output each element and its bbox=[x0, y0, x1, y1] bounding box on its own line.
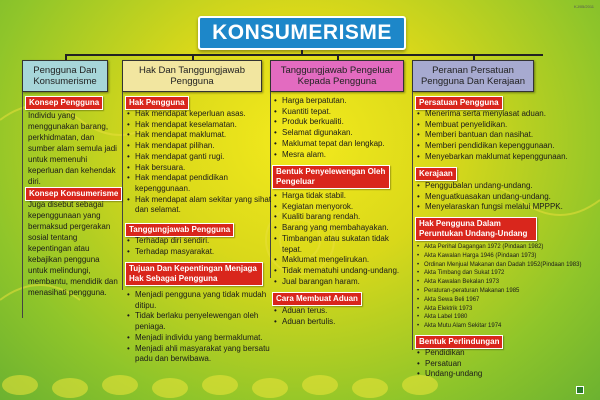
list-item: • Membuat penyelidikan. bbox=[417, 120, 595, 131]
column-header-hak bbox=[122, 60, 262, 92]
list-item: • Akta Perihal Dagangan 1972 (Pindaan 1982) bbox=[417, 243, 597, 252]
column-header-label: Pengguna Dan Konsumerisme bbox=[33, 65, 97, 87]
list-item: • Barang yang membahayakan. bbox=[274, 223, 408, 234]
list-item: • Harga tidak stabil. bbox=[274, 191, 408, 202]
persatuan-pengguna-label: Persatuan Pengguna bbox=[415, 96, 503, 110]
list-item: • Akta Label 1980 bbox=[417, 313, 597, 322]
guide-line-col1 bbox=[22, 92, 23, 318]
list-item: • Pendidikan bbox=[417, 348, 587, 359]
list-item: • Aduan terus. bbox=[274, 306, 408, 317]
list-item: • Mesra alam. bbox=[274, 150, 408, 161]
list-item: • Menerima serta menyiasat aduan. bbox=[417, 109, 595, 120]
column-header-pengguna bbox=[22, 60, 108, 92]
konsep-konsumerisme-text: Juga disebut sebagai kepenggunaan yang bermaksud pergerakan sosial tentang kepentingan atau kebajikan pengguna untuk melindungi, membantu, mendidik dan menasihati pengguna. bbox=[28, 200, 118, 297]
hak-pengguna-label: Hak Pengguna bbox=[125, 96, 189, 110]
kerajaan-label: Kerajaan bbox=[415, 167, 457, 181]
list-item: • Peraturan-peraturan Makanan 1985 bbox=[417, 287, 597, 296]
konsep-konsumerisme-label: Konsep Konsumerisme bbox=[25, 187, 122, 201]
poster-code: KJ/05/2011 bbox=[574, 4, 594, 9]
list-item: • Harga berpatutan. bbox=[274, 96, 408, 107]
list-item: • Memberi bantuan dan nasihat. bbox=[417, 130, 595, 141]
tanggungjawab-pengguna-list bbox=[127, 236, 273, 257]
tujuan-kepentingan-list bbox=[127, 290, 273, 365]
list-item: • Hak mendapat alam sekitar yang sihat dan selamat. bbox=[127, 195, 273, 216]
bentuk-perlindungan-list bbox=[417, 348, 587, 380]
publisher-logo-icon bbox=[576, 386, 584, 394]
list-item: • Ordinan Menjual Makanan dan Dadah 1952(Pindaan 1983) bbox=[417, 261, 597, 270]
column-header-peranan bbox=[412, 60, 534, 92]
list-item: • Hak mendapat keselamatan. bbox=[127, 120, 273, 131]
konsep-pengguna-label: Konsep Pengguna bbox=[25, 96, 103, 110]
list-item: • Undang-undang bbox=[417, 369, 587, 380]
page-title: KONSUMERISME bbox=[212, 21, 392, 44]
list-item: • Hak mendapat pilihan. bbox=[127, 141, 273, 152]
list-item: • Tidak mematuhi undang-undang. bbox=[274, 266, 408, 277]
list-item: • Akta Mutu Alam Sekitar 1974 bbox=[417, 322, 597, 331]
list-item: • Hak mendapat ganti rugi. bbox=[127, 152, 273, 163]
hak-undang-undang-label: Hak Pengguna Dalam Peruntukan Undang-Undang bbox=[415, 217, 537, 241]
list-item: • Selamat digunakan. bbox=[274, 128, 408, 139]
title-banner bbox=[198, 16, 406, 50]
list-item: • Terhadap diri sendiri. bbox=[127, 236, 273, 247]
akta-list bbox=[417, 243, 597, 331]
list-item: • Menyebarkan maklumat kepenggunaan. bbox=[417, 152, 595, 163]
column-header-label: Hak Dan Tanggungjawab Pengguna bbox=[139, 65, 245, 87]
list-item: • Hak mendapat maklumat. bbox=[127, 130, 273, 141]
list-item: • Persatuan bbox=[417, 359, 587, 370]
bentuk-penyelewengan-list bbox=[274, 191, 408, 287]
list-item: • Penggubalan undang-undang. bbox=[417, 181, 597, 192]
list-item: • Kegiatan menyorok. bbox=[274, 202, 408, 213]
list-item: • Tidak berlaku penyelewengan oleh peniaga. bbox=[127, 311, 273, 332]
persatuan-pengguna-list bbox=[417, 109, 595, 163]
list-item: • Hak mendapat keperluan asas. bbox=[127, 109, 273, 120]
kerajaan-list bbox=[417, 181, 597, 213]
column-header-label: Tanggungjawab Pengeluar Kepada Pengguna bbox=[280, 65, 394, 87]
list-item: • Kuantiti tepat. bbox=[274, 107, 408, 118]
hak-pengguna-list bbox=[127, 109, 273, 216]
list-item: • Menjadi individu yang bermaklumat. bbox=[127, 333, 273, 344]
connector-horizontal bbox=[65, 54, 543, 56]
list-item: • Maklumat tepat dan lengkap. bbox=[274, 139, 408, 150]
guide-line-col4 bbox=[412, 92, 413, 350]
list-item: • Menguatkuasakan undang-undang. bbox=[417, 192, 597, 203]
list-item: • Menjadi pengguna yang tidak mudah ditipu. bbox=[127, 290, 273, 311]
list-item: • Akta Kawalan Harga 1946 (Pindaan 1973) bbox=[417, 252, 597, 261]
bentuk-perlindungan-label: Bentuk Perlindungan bbox=[415, 335, 503, 349]
tanggungjawab-pengeluar-list bbox=[274, 96, 408, 160]
list-item: • Akta Kawalan Bekalan 1973 bbox=[417, 278, 597, 287]
cara-aduan-label: Cara Membuat Aduan bbox=[272, 292, 362, 306]
column-header-pengeluar bbox=[270, 60, 404, 92]
list-item: • Hak bersuara. bbox=[127, 163, 273, 174]
list-item: • Akta Timbang dan Sukat 1972 bbox=[417, 269, 597, 278]
list-item: • Akta Elektrik 1973 bbox=[417, 305, 597, 314]
tujuan-kepentingan-label: Tujuan Dan Kepentingan Menjaga Hak Sebagai Pengguna bbox=[125, 262, 263, 286]
list-item: • Kualiti barang rendah. bbox=[274, 212, 408, 223]
list-item: • Maklumat mengelirukan. bbox=[274, 255, 408, 266]
list-item: • Akta Sewa Beli 1967 bbox=[417, 296, 597, 305]
cara-aduan-list bbox=[274, 306, 408, 327]
column-header-label: Peranan Persatuan Pengguna Dan Kerajaan bbox=[420, 65, 526, 87]
bentuk-penyelewengan-label: Bentuk Penyelewengan Oleh Pengeluar bbox=[272, 165, 390, 189]
list-item: • Menyelaraskan fungsi melalui MPPPK. bbox=[417, 202, 597, 213]
list-item: • Produk berkualiti. bbox=[274, 117, 408, 128]
list-item: • Jual barangan haram. bbox=[274, 277, 408, 288]
list-item: • Hak mendapat pendidikan kepenggunaan. bbox=[127, 173, 273, 194]
list-item: • Terhadap masyarakat. bbox=[127, 247, 273, 258]
list-item: • Menjadi ahli masyarakat yang bersatu padu dan berwibawa. bbox=[127, 344, 273, 365]
list-item: • Aduan bertulis. bbox=[274, 317, 408, 328]
list-item: • Memberi pendidikan kepenggunaan. bbox=[417, 141, 595, 152]
konsep-pengguna-text: Individu yang menggunakan barang, perkhidmatan, dan sumber alam semula jadi untuk memenuhi keperluan dan kehendak diri. bbox=[28, 111, 117, 186]
list-item: • Timbangan atau sukatan tidak tepat. bbox=[274, 234, 408, 255]
tanggungjawab-pengguna-label: Tanggungjawab Pengguna bbox=[125, 223, 234, 237]
